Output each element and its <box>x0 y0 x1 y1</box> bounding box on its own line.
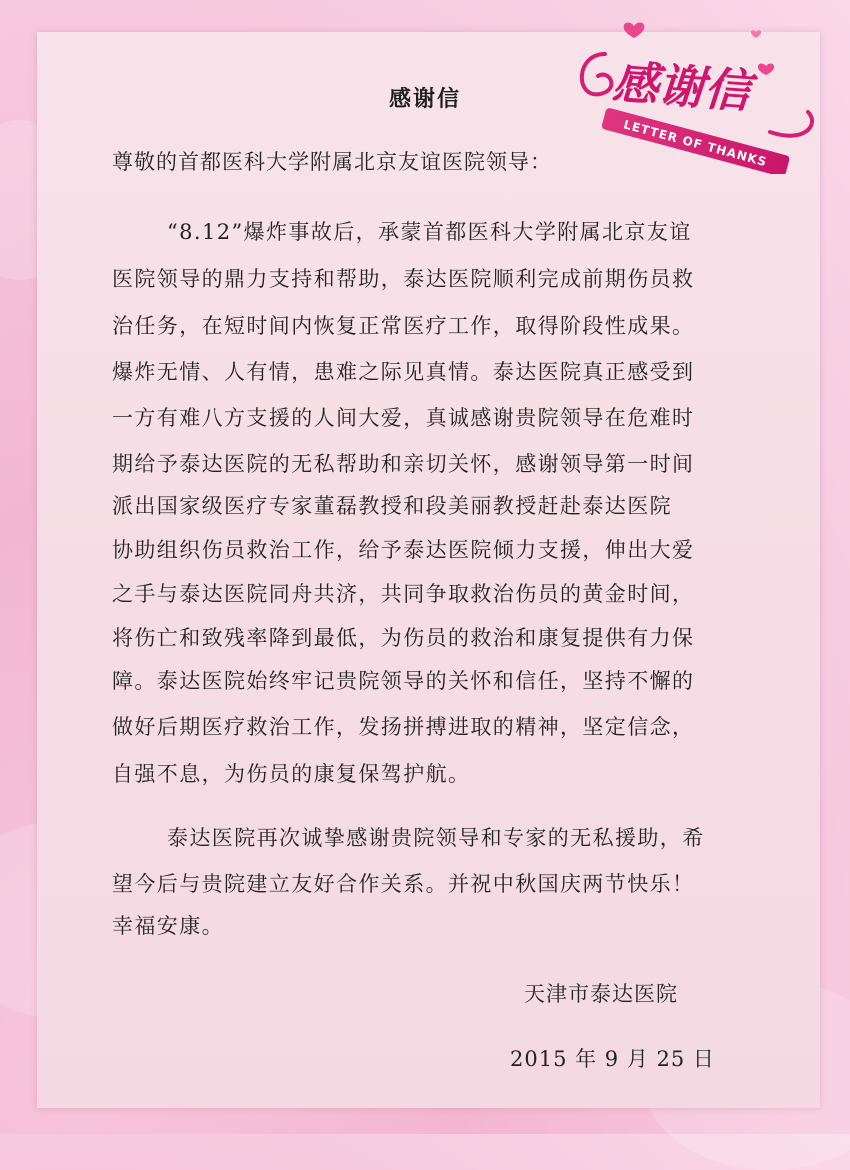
heart-icon <box>624 22 645 38</box>
paragraph-1-line: 障。泰达医院始终牢记贵院领导的关怀和信任，坚持不懈的 <box>112 669 695 693</box>
letter-date: 2015 年 9 月 25 日 <box>510 1047 715 1071</box>
salutation: 尊敬的首都医科大学附属北京友谊医院领导： <box>112 150 552 174</box>
paragraph-2-line: 望今后与贵院建立友好合作关系。并祝中秋国庆两节快乐！ <box>112 872 695 896</box>
letter-title: 感谢信 <box>388 87 461 112</box>
paragraph-2-line: 泰达医院再次诚挚感谢贵院领导和专家的无私援助，希 <box>167 826 705 850</box>
paragraph-1-line: 医院领导的鼎力支持和帮助，泰达医院顺利完成前期伤员救 <box>112 267 695 291</box>
logo-swirl <box>582 54 612 94</box>
paragraph-1-line: 一方有难八方支援的人间大爱，真诚感谢贵院领导在危难时 <box>112 406 695 430</box>
paragraph-1-line: 将伤亡和致残率降到最低，为伤员的救治和康复提供有力保 <box>112 626 695 650</box>
paragraph-1-line: 派出国家级医疗专家董磊教授和段美丽教授赶赴泰达医院 <box>112 494 672 518</box>
heart-icon <box>758 64 774 75</box>
logo-subtitle: LETTER OF THANKS <box>621 117 769 170</box>
letter-of-thanks-logo <box>570 14 830 174</box>
paragraph-1-line: 自强不息，为伤员的康复保驾护航。 <box>112 762 471 786</box>
heart-icon <box>751 30 761 38</box>
paragraph-1-line: “8.12”爆炸事故后，承蒙首都医科大学附属北京友谊 <box>167 220 692 244</box>
letter-paper <box>37 32 820 1108</box>
paragraph-2-line: 幸福安康。 <box>112 914 224 938</box>
paragraph-1-line: 爆炸无情、人有情，患难之际见真情。泰达医院真正感受到 <box>112 360 695 384</box>
paragraph-1-line: 协助组织伤员救治工作，给予泰达医院倾力支援，伸出大爱 <box>112 538 695 562</box>
logo-swirl <box>770 112 812 136</box>
logo-title: 感谢信 <box>610 54 753 119</box>
sender-name: 天津市泰达医院 <box>524 982 678 1006</box>
paragraph-1-line: 治任务，在短时间内恢复正常医疗工作，取得阶段性成果。 <box>112 314 695 338</box>
paragraph-1-line: 之手与泰达医院同舟共济，共同争取救治伤员的黄金时间， <box>112 582 695 606</box>
paragraph-1-line: 期给予泰达医院的无私帮助和亲切关怀，感谢领导第一时间 <box>112 452 695 476</box>
paragraph-1-line: 做好后期医疗救治工作，发扬拼搏进取的精神，坚定信念， <box>112 715 695 739</box>
